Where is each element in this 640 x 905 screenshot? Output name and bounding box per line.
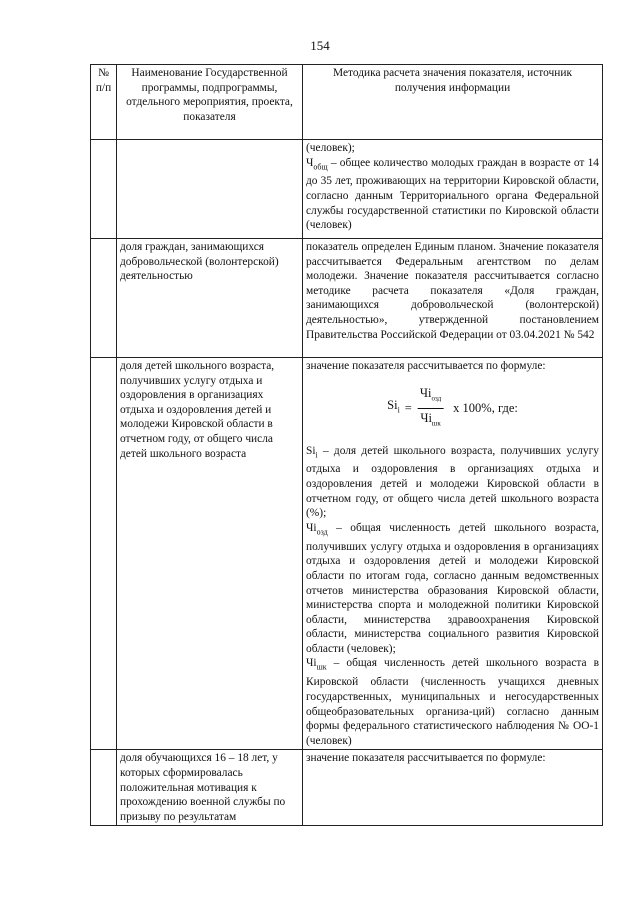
- cell-num: [91, 750, 117, 826]
- formula-lhs: $Si_i$: [387, 398, 400, 415]
- cell-name: доля обучающихся 16 – 18 лет, у которых сформировалась положительная мотивация к прохождению военной службы по призыву по результатам: [117, 750, 303, 826]
- indicator-table: [90, 64, 603, 826]
- cell-method: значение показателя рассчитывается по формуле:: [303, 750, 603, 826]
- formula: [306, 374, 599, 444]
- formula-equals: =: [404, 400, 412, 415]
- cell-num: [91, 358, 117, 750]
- header-num: № п/п: [91, 65, 117, 140]
- cell-num: [91, 239, 117, 358]
- definition-chi-shk: $Чi_{шк}$ – общая численность детей школьного возраста в Кировской области (численность учащихся дневных государственных, муниципальных и негосударственных общеобразовательных организа-ций) согласно данным формы федерального статистического наблюдения № ОО-1 (человек): [306, 657, 599, 747]
- table-row: [91, 239, 603, 358]
- cell-method: показатель определен Единым планом. Значение показателя рассчитывается Федеральным агентством по делам молодежи. Значение показателя рассчитывается согласно методике расчета показателя «Доля граждан, занимающихся добровольческой (волонтерской) деятельностью», утвержденной постановлением Правительства Российской Федерации от 03.04.2021 № 542: [303, 239, 603, 358]
- formula-numerator: $Чi_{озд}$: [418, 386, 443, 409]
- formula-intro: значение показателя рассчитывается по формуле:: [306, 360, 546, 372]
- header-method: Методика расчета значения показателя, источник получения информации: [303, 65, 603, 140]
- table-header-row: [91, 65, 603, 140]
- method-text: (человек);: [306, 142, 355, 154]
- page-number: 154: [310, 38, 330, 53]
- definition-chi-ozd: $Чi_{озд}$ – общая численность детей школьного возраста, получивших услугу отдыха и оздоровления в организациях отдыха и оздоровления детей и молодежи Кировской области по итогам года, согласно данным ведомственных отчетов министерства образования Кировской области, министерства спорта и молодежной политики Кировской области, министерства здравоохранения Кировской области, министерства социального развития Кировской области (человек);: [306, 521, 599, 655]
- header-name: Наименование Государственной программы, подпрограммы, отдельного мероприятия, проекта, показателя: [117, 65, 303, 140]
- cell-name: доля детей школьного возраста, получивших услугу отдыха и оздоровления в организациях отдыха и оздоровления детей и молодежи Кировской области в отчетном году, от общего числа детей школьного возраста: [117, 358, 303, 750]
- table-row: [91, 140, 603, 239]
- method-definition: $Ч_{общ}$ – общее количество молодых граждан в возрасте от 14 до 35 лет, проживающих на территории Кировской области, согласно данным Территориального органа Федеральной службы государственной статистики по Кировской области (человек): [306, 156, 599, 232]
- table-row: [91, 750, 603, 826]
- cell-method: [303, 140, 603, 239]
- formula-fraction: [418, 386, 443, 431]
- cell-method: [303, 358, 603, 750]
- cell-num: [91, 140, 117, 239]
- table-row: [91, 358, 603, 750]
- definition-si: $Si_i$ – доля детей школьного возраста, получивших услугу отдыха и оздоровления в организациях отдыха и оздоровления детей и молодежи Кировской области в отчетном году, от общего числа детей школьного возраста (%);: [306, 444, 599, 520]
- cell-name: [117, 140, 303, 239]
- cell-name: доля граждан, занимающихся добровольческой (волонтерской) деятельностью: [117, 239, 303, 358]
- formula-rhs: x 100%, где:: [453, 400, 518, 415]
- formula-denominator: $Чi_{шк}$: [420, 410, 441, 428]
